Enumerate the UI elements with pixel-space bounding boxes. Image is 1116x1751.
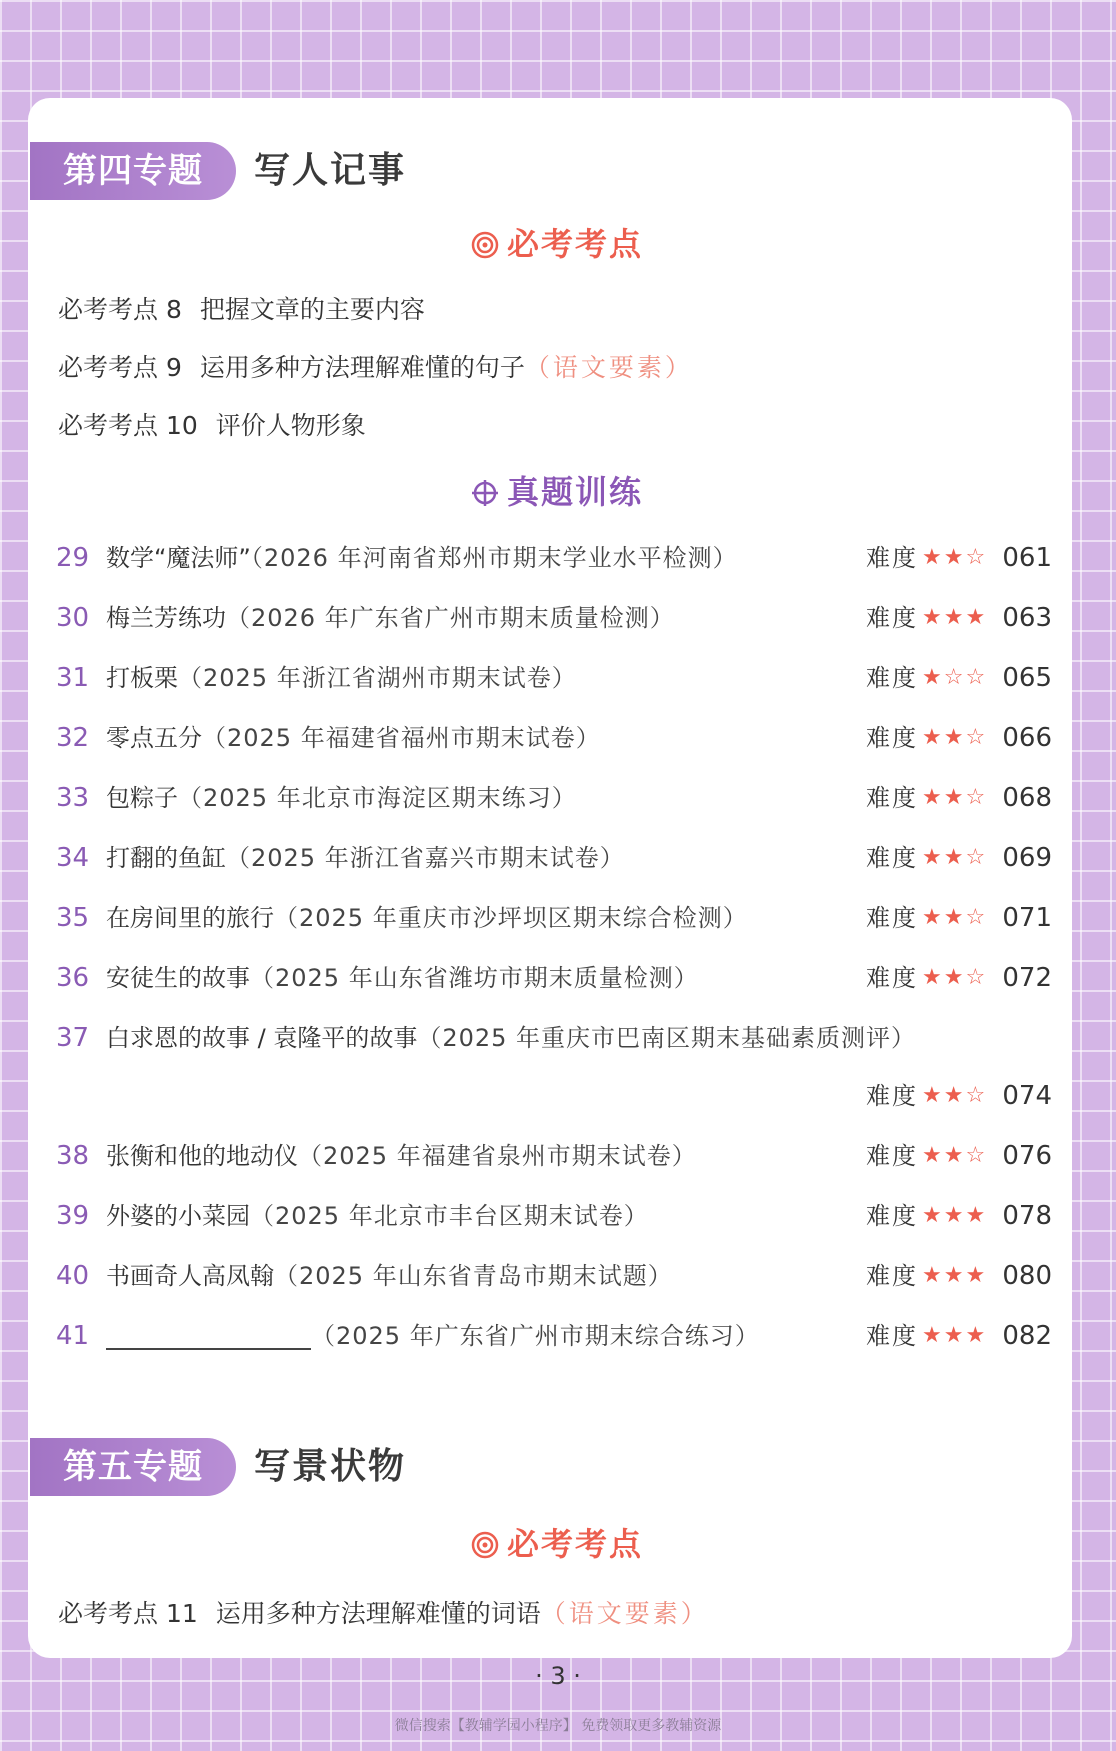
toc-row[interactable] <box>56 898 1052 938</box>
section-banner: 第五专题 <box>30 1438 236 1496</box>
star-filled-icon: ★ <box>922 965 944 990</box>
toc-row-continuation[interactable] <box>56 1076 1052 1116</box>
toc-row[interactable] <box>56 1196 1052 1236</box>
kaodian-text: 评价人物形象 <box>215 411 366 440</box>
difficulty-label: 难度 <box>866 724 918 752</box>
star-filled-icon: ★ <box>922 845 944 870</box>
item-title: 打翻的鱼缸 <box>106 844 226 872</box>
difficulty-label: 难度 <box>866 784 918 812</box>
star-filled-icon: ★ <box>943 1323 966 1348</box>
dot-leader <box>782 898 856 938</box>
item-title: 零点五分 <box>106 724 202 752</box>
page-number: · 3 · <box>535 1662 581 1690</box>
star-empty-icon: ☆ <box>965 965 988 990</box>
item-body <box>106 898 748 938</box>
kaodian-item <box>58 348 693 388</box>
star-filled-icon: ★ <box>922 605 944 630</box>
page-ref: 061 <box>1002 543 1052 573</box>
star-empty-icon: ☆ <box>965 785 988 810</box>
dot-leader <box>608 778 856 818</box>
difficulty-stars <box>922 1256 987 1296</box>
toc-row[interactable] <box>56 1256 1052 1296</box>
item-source: （2025 年北京市丰台区期末试卷） <box>250 1202 649 1230</box>
page-ref: 071 <box>1002 903 1052 933</box>
item-number: 34 <box>56 843 90 873</box>
star-filled-icon: ★ <box>943 1203 966 1228</box>
training-heading <box>0 470 1116 518</box>
page-ref: 069 <box>1002 843 1052 873</box>
footer-note: 微信搜索【教辅学园小程序】 免费领取更多教辅资源 <box>394 1718 722 1734</box>
item-title: 书画奇人高凤翰 <box>106 1262 274 1290</box>
kaodian-label: 必考考点 10 <box>58 411 198 440</box>
item-source: （2025 年浙江省湖州市期末试卷） <box>178 664 577 692</box>
item-number: 37 <box>56 1023 90 1053</box>
dot-leader <box>746 958 856 998</box>
difficulty-stars <box>922 598 987 638</box>
difficulty-stars <box>922 958 987 998</box>
toc-row[interactable] <box>56 838 1052 878</box>
star-filled-icon: ★ <box>943 1263 966 1288</box>
star-empty-icon: ☆ <box>965 545 988 570</box>
star-empty-icon: ☆ <box>965 845 988 870</box>
item-source: （2026 年河南省郑州市期末学业水平检测） <box>250 544 738 572</box>
star-filled-icon: ★ <box>922 725 944 750</box>
kaodian-text: 运用多种方法理解难懂的句子 <box>199 353 525 382</box>
difficulty-label: 难度 <box>866 544 918 572</box>
must-exam-heading <box>0 1522 1116 1570</box>
difficulty-label: 难度 <box>866 1262 918 1290</box>
toc-row[interactable] <box>56 958 1052 998</box>
item-number: 38 <box>56 1141 90 1171</box>
star-empty-icon: ☆ <box>965 665 988 690</box>
star-empty-icon: ☆ <box>943 665 966 690</box>
star-empty-icon: ☆ <box>965 725 988 750</box>
item-source: （2025 年山东省青岛市期末试题） <box>274 1262 673 1290</box>
difficulty-label: 难度 <box>866 1322 918 1350</box>
star-filled-icon: ★ <box>965 1203 988 1228</box>
star-filled-icon: ★ <box>943 845 966 870</box>
star-filled-icon: ★ <box>943 785 966 810</box>
item-source: （2025 年重庆市巴南区期末基础素质测评） <box>417 1024 917 1052</box>
star-filled-icon: ★ <box>922 1143 944 1168</box>
item-title: 在房间里的旅行 <box>106 904 274 932</box>
kaodian-text: 把握文章的主要内容 <box>199 295 425 324</box>
kaodian-label: 必考考点 8 <box>58 295 182 324</box>
star-filled-icon: ★ <box>943 605 966 630</box>
page-ref: 074 <box>1002 1081 1052 1111</box>
kaodian-label: 必考考点 11 <box>58 1599 198 1628</box>
item-body <box>106 658 577 698</box>
title-blank <box>106 1322 311 1350</box>
item-number: 41 <box>56 1321 90 1351</box>
item-body <box>106 958 699 998</box>
page-ref: 078 <box>1002 1201 1052 1231</box>
item-title: 梅兰芳练功 <box>106 604 226 632</box>
page-ref: 072 <box>1002 963 1052 993</box>
item-number: 29 <box>56 543 90 573</box>
page-ref: 065 <box>1002 663 1052 693</box>
crosshair-icon <box>471 479 499 507</box>
star-filled-icon: ★ <box>922 785 944 810</box>
difficulty-stars <box>922 718 987 758</box>
item-number: 33 <box>56 783 90 813</box>
star-filled-icon: ★ <box>965 1263 988 1288</box>
star-filled-icon: ★ <box>922 905 944 930</box>
star-filled-icon: ★ <box>943 1143 966 1168</box>
kaodian-tag: （语文要素） <box>524 353 693 382</box>
item-body <box>106 718 601 758</box>
star-filled-icon: ★ <box>943 545 966 570</box>
difficulty-stars <box>922 898 987 938</box>
page-ref: 076 <box>1002 1141 1052 1171</box>
difficulty-label: 难度 <box>866 604 918 632</box>
toc-row[interactable] <box>56 778 1052 818</box>
toc-row[interactable] <box>56 1136 1052 1176</box>
item-source: （2025 年广东省广州市期末综合练习） <box>311 1322 760 1350</box>
item-body <box>106 538 738 578</box>
star-filled-icon: ★ <box>922 545 944 570</box>
item-title: 外婆的小菜园 <box>106 1202 250 1230</box>
item-number: 32 <box>56 723 90 753</box>
item-body <box>106 778 577 818</box>
item-body <box>106 1196 649 1236</box>
dot-leader <box>826 538 856 578</box>
item-body <box>106 1136 697 1176</box>
item-title: 白求恩的故事 / 袁隆平的故事 <box>106 1024 418 1052</box>
must-exam-label: 必考考点 <box>506 225 643 263</box>
kaodian-tag: （语文要素） <box>540 1599 709 1628</box>
must-exam-heading <box>0 222 1116 270</box>
difficulty-stars <box>922 658 987 698</box>
toc-row[interactable] <box>56 718 1052 758</box>
star-empty-icon: ☆ <box>965 1083 988 1108</box>
star-filled-icon: ★ <box>922 1083 944 1108</box>
star-filled-icon: ★ <box>922 1203 944 1228</box>
item-body <box>106 1018 916 1058</box>
difficulty-label: 难度 <box>866 1202 918 1230</box>
item-body <box>106 1256 673 1296</box>
star-filled-icon: ★ <box>922 665 944 690</box>
kaodian-item <box>58 1594 709 1634</box>
difficulty-label: 难度 <box>866 844 918 872</box>
kaodian-text: 运用多种方法理解难懂的词语 <box>215 1599 541 1628</box>
difficulty-stars <box>922 778 987 818</box>
star-filled-icon: ★ <box>943 1083 966 1108</box>
dot-leader <box>582 658 856 698</box>
page-ref: 066 <box>1002 723 1052 753</box>
difficulty-label: 难度 <box>866 964 918 992</box>
star-filled-icon: ★ <box>943 725 966 750</box>
item-title: 打板栗 <box>106 664 178 692</box>
section-title: 写人记事 <box>254 150 407 191</box>
item-title: 安徒生的故事 <box>106 964 250 992</box>
target-icon <box>471 1531 499 1559</box>
item-body <box>106 598 675 638</box>
kaodian-item <box>58 290 425 330</box>
page-ref: 082 <box>1002 1321 1052 1351</box>
dot-leader <box>702 1256 856 1296</box>
difficulty-label: 难度 <box>866 664 918 692</box>
dot-leader <box>106 1076 856 1116</box>
item-title: 包粽子 <box>106 784 178 812</box>
difficulty-stars <box>922 538 987 578</box>
item-source: （2025 年山东省潍坊市期末质量检测） <box>250 964 699 992</box>
dot-leader <box>658 838 856 878</box>
star-filled-icon: ★ <box>965 1323 988 1348</box>
training-label: 真题训练 <box>506 473 643 511</box>
toc-row[interactable] <box>56 598 1052 638</box>
difficulty-stars <box>922 1076 987 1116</box>
difficulty-stars <box>922 1196 987 1236</box>
dot-leader <box>716 598 856 638</box>
page-ref: 063 <box>1002 603 1052 633</box>
toc-row[interactable] <box>56 1018 1044 1058</box>
star-filled-icon: ★ <box>922 1323 944 1348</box>
item-number: 31 <box>56 663 90 693</box>
item-number: 35 <box>56 903 90 933</box>
dot-leader <box>716 1136 856 1176</box>
star-empty-icon: ☆ <box>965 905 988 930</box>
section-banner: 第四专题 <box>30 142 236 200</box>
item-number: 40 <box>56 1261 90 1291</box>
must-exam-label: 必考考点 <box>506 1525 643 1563</box>
item-body <box>106 838 625 878</box>
toc-row[interactable] <box>56 658 1052 698</box>
toc-row[interactable] <box>56 538 1052 578</box>
item-number: 39 <box>56 1201 90 1231</box>
star-filled-icon: ★ <box>943 905 966 930</box>
item-source: （2026 年广东省广州市期末质量检测） <box>226 604 675 632</box>
star-filled-icon: ★ <box>943 965 966 990</box>
star-filled-icon: ★ <box>922 1263 944 1288</box>
item-number: 36 <box>56 963 90 993</box>
difficulty-label: 难度 <box>866 1082 918 1110</box>
dot-leader <box>634 718 856 758</box>
item-source: （2025 年福建省泉州市期末试卷） <box>298 1142 697 1170</box>
item-source: （2025 年福建省福州市期末试卷） <box>202 724 601 752</box>
kaodian-label: 必考考点 9 <box>58 353 182 382</box>
item-source: （2025 年北京市海淀区期末练习） <box>178 784 577 812</box>
item-title: 张衡和他的地动仪 <box>106 1142 298 1170</box>
kaodian-item <box>58 406 366 446</box>
item-source: （2025 年浙江省嘉兴市期末试卷） <box>226 844 625 872</box>
page-ref: 068 <box>1002 783 1052 813</box>
target-icon <box>471 231 499 259</box>
dot-leader <box>782 1316 856 1356</box>
difficulty-stars <box>922 1136 987 1176</box>
content-panel <box>28 98 1072 1658</box>
section-title: 写景状物 <box>254 1446 407 1487</box>
item-body <box>106 1316 760 1356</box>
page-ref: 080 <box>1002 1261 1052 1291</box>
difficulty-label: 难度 <box>866 1142 918 1170</box>
star-filled-icon: ★ <box>965 605 988 630</box>
toc-row[interactable] <box>56 1316 1052 1356</box>
difficulty-label: 难度 <box>866 904 918 932</box>
item-title: 数学“魔法师” <box>106 544 251 572</box>
difficulty-stars <box>922 1316 987 1356</box>
dot-leader <box>676 1196 856 1236</box>
item-source: （2025 年重庆市沙坪坝区期末综合检测） <box>274 904 748 932</box>
item-number: 30 <box>56 603 90 633</box>
star-empty-icon: ☆ <box>965 1143 988 1168</box>
difficulty-stars <box>922 838 987 878</box>
